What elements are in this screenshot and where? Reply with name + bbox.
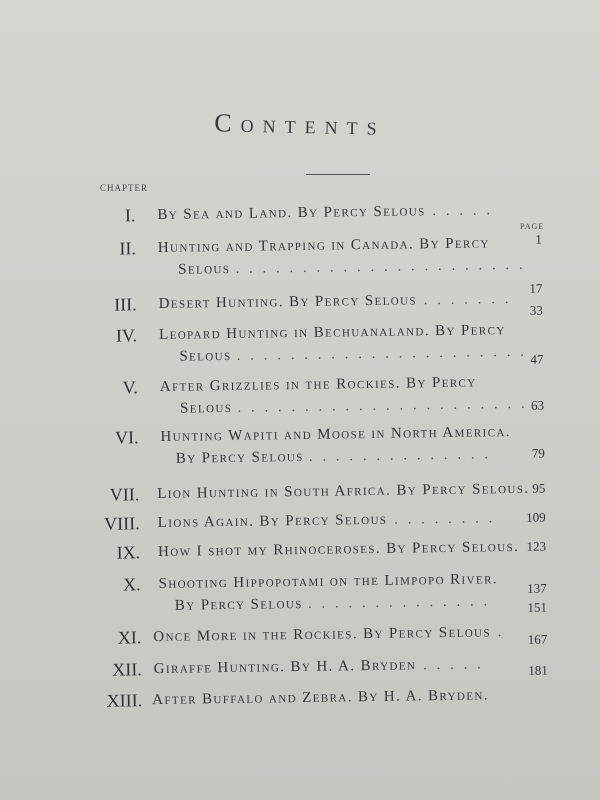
chapter-number: VI. xyxy=(114,427,139,448)
chapter-title: Hunting and Trapping in Canada. By Percy xyxy=(157,235,490,256)
chapter-title: Hunting Wapiti and Moose in North America. xyxy=(160,424,512,445)
toc-entry xyxy=(1,478,600,505)
chapter-number: IX. xyxy=(116,542,141,563)
page-column-label: PAGE xyxy=(520,222,545,231)
page-number: 109 xyxy=(526,509,546,525)
page-number: 167 xyxy=(527,631,548,647)
dot-leader: . . . . . . . . . . . . . . . . . . . . . . xyxy=(235,256,526,277)
dot-leader: . . . . . . . . . . . . . . . . . . . . . . xyxy=(237,395,528,416)
page-number: 47 xyxy=(530,351,544,367)
chapter-title: Desert Hunting. By Percy Selous . . . . . . . xyxy=(158,291,512,312)
dot-leader: . . . . . . . . . . . . . . xyxy=(308,446,492,465)
chapter-number: IV. xyxy=(115,325,138,346)
chapter-number: XII. xyxy=(112,659,142,680)
chapter-title: After Grizzlies in the Rockies. By Percy xyxy=(159,374,477,395)
chapter-title: Giraffe Hunting. By H. A. Bryden . . . . . xyxy=(153,656,484,678)
dot-leader: . . . . . . . xyxy=(416,291,512,309)
chapter-title: Lion Hunting in South Africa. By Percy Selous. xyxy=(157,480,530,503)
chapter-title-continued: Selous . . . . . . . . . . . . . . . . . . . . . . xyxy=(178,256,526,278)
chapter-title: Once More in the Rockies. By Percy Selous . xyxy=(153,624,505,646)
page-number: 123 xyxy=(526,538,547,554)
chapter-column-label: CHAPTER xyxy=(100,183,149,193)
dot-leader: . . . . . . . . xyxy=(387,510,496,528)
chapter-number: XI. xyxy=(117,627,142,648)
page-number: 79 xyxy=(531,445,545,461)
page-number: 151 xyxy=(527,599,548,615)
chapter-title: Lions Again. By Percy Selous . . . . . . . . xyxy=(157,510,496,531)
chapter-title-continued: Selous . . . . . . . . . . . . . . . . . . . . . . xyxy=(179,343,528,365)
page-number: 17 xyxy=(529,280,543,296)
page-number: 137 xyxy=(527,580,547,596)
page-number: 33 xyxy=(529,302,543,318)
dot-leader: . . . . . . . . . . . . . . xyxy=(307,593,491,612)
toc-entry xyxy=(2,507,600,534)
chapter-title-continued: Selous . . . . . . . . . . . . . . . . . . . . . . xyxy=(179,395,528,417)
chapter-number: V. xyxy=(122,377,138,398)
dot-leader: . . . . . xyxy=(425,202,494,220)
chapter-number: II. xyxy=(119,238,137,259)
chapter-title: Shooting Hippopotami on the Limpopo River. xyxy=(158,571,499,592)
chapter-number: I. xyxy=(124,205,136,226)
chapter-number: X. xyxy=(122,574,141,595)
page-number: 181 xyxy=(528,662,548,678)
page-number: 1 xyxy=(535,231,542,247)
toc-entry xyxy=(0,421,600,467)
dot-leader: . xyxy=(490,624,505,641)
chapter-title: By Sea and Land. By Percy Selous . . . . . xyxy=(157,202,494,223)
page-number: 63 xyxy=(530,397,545,413)
toc-entry xyxy=(2,536,600,563)
toc-entry xyxy=(0,319,599,367)
chapter-title: How I shot my Rhinoceroses. By Percy Selous. xyxy=(157,538,520,560)
chapter-title-continued: By Percy Selous . . . . . . . . . . . . . . xyxy=(174,593,491,614)
chapter-title: After Buffalo and Zebra. By H. A. Bryden. xyxy=(152,687,490,709)
page-number: 95 xyxy=(532,480,546,496)
dot-leader: . . . . . . . . . . . . . . . . . . . . . . xyxy=(236,343,528,364)
chapter-number: III. xyxy=(114,294,137,315)
chapter-number: VII. xyxy=(109,484,140,505)
toc-entry xyxy=(0,371,600,417)
dot-leader: . . . . . xyxy=(416,656,484,674)
chapter-number: VIII. xyxy=(104,513,140,534)
contents-title: Contents xyxy=(214,108,386,141)
chapter-title: Leopard Hunting in Bechuanaland. By Percy xyxy=(158,322,506,343)
chapter-number: XIII. xyxy=(106,690,143,711)
chapter-title-continued: By Percy Selous . . . . . . . . . . . . . . xyxy=(175,446,492,467)
